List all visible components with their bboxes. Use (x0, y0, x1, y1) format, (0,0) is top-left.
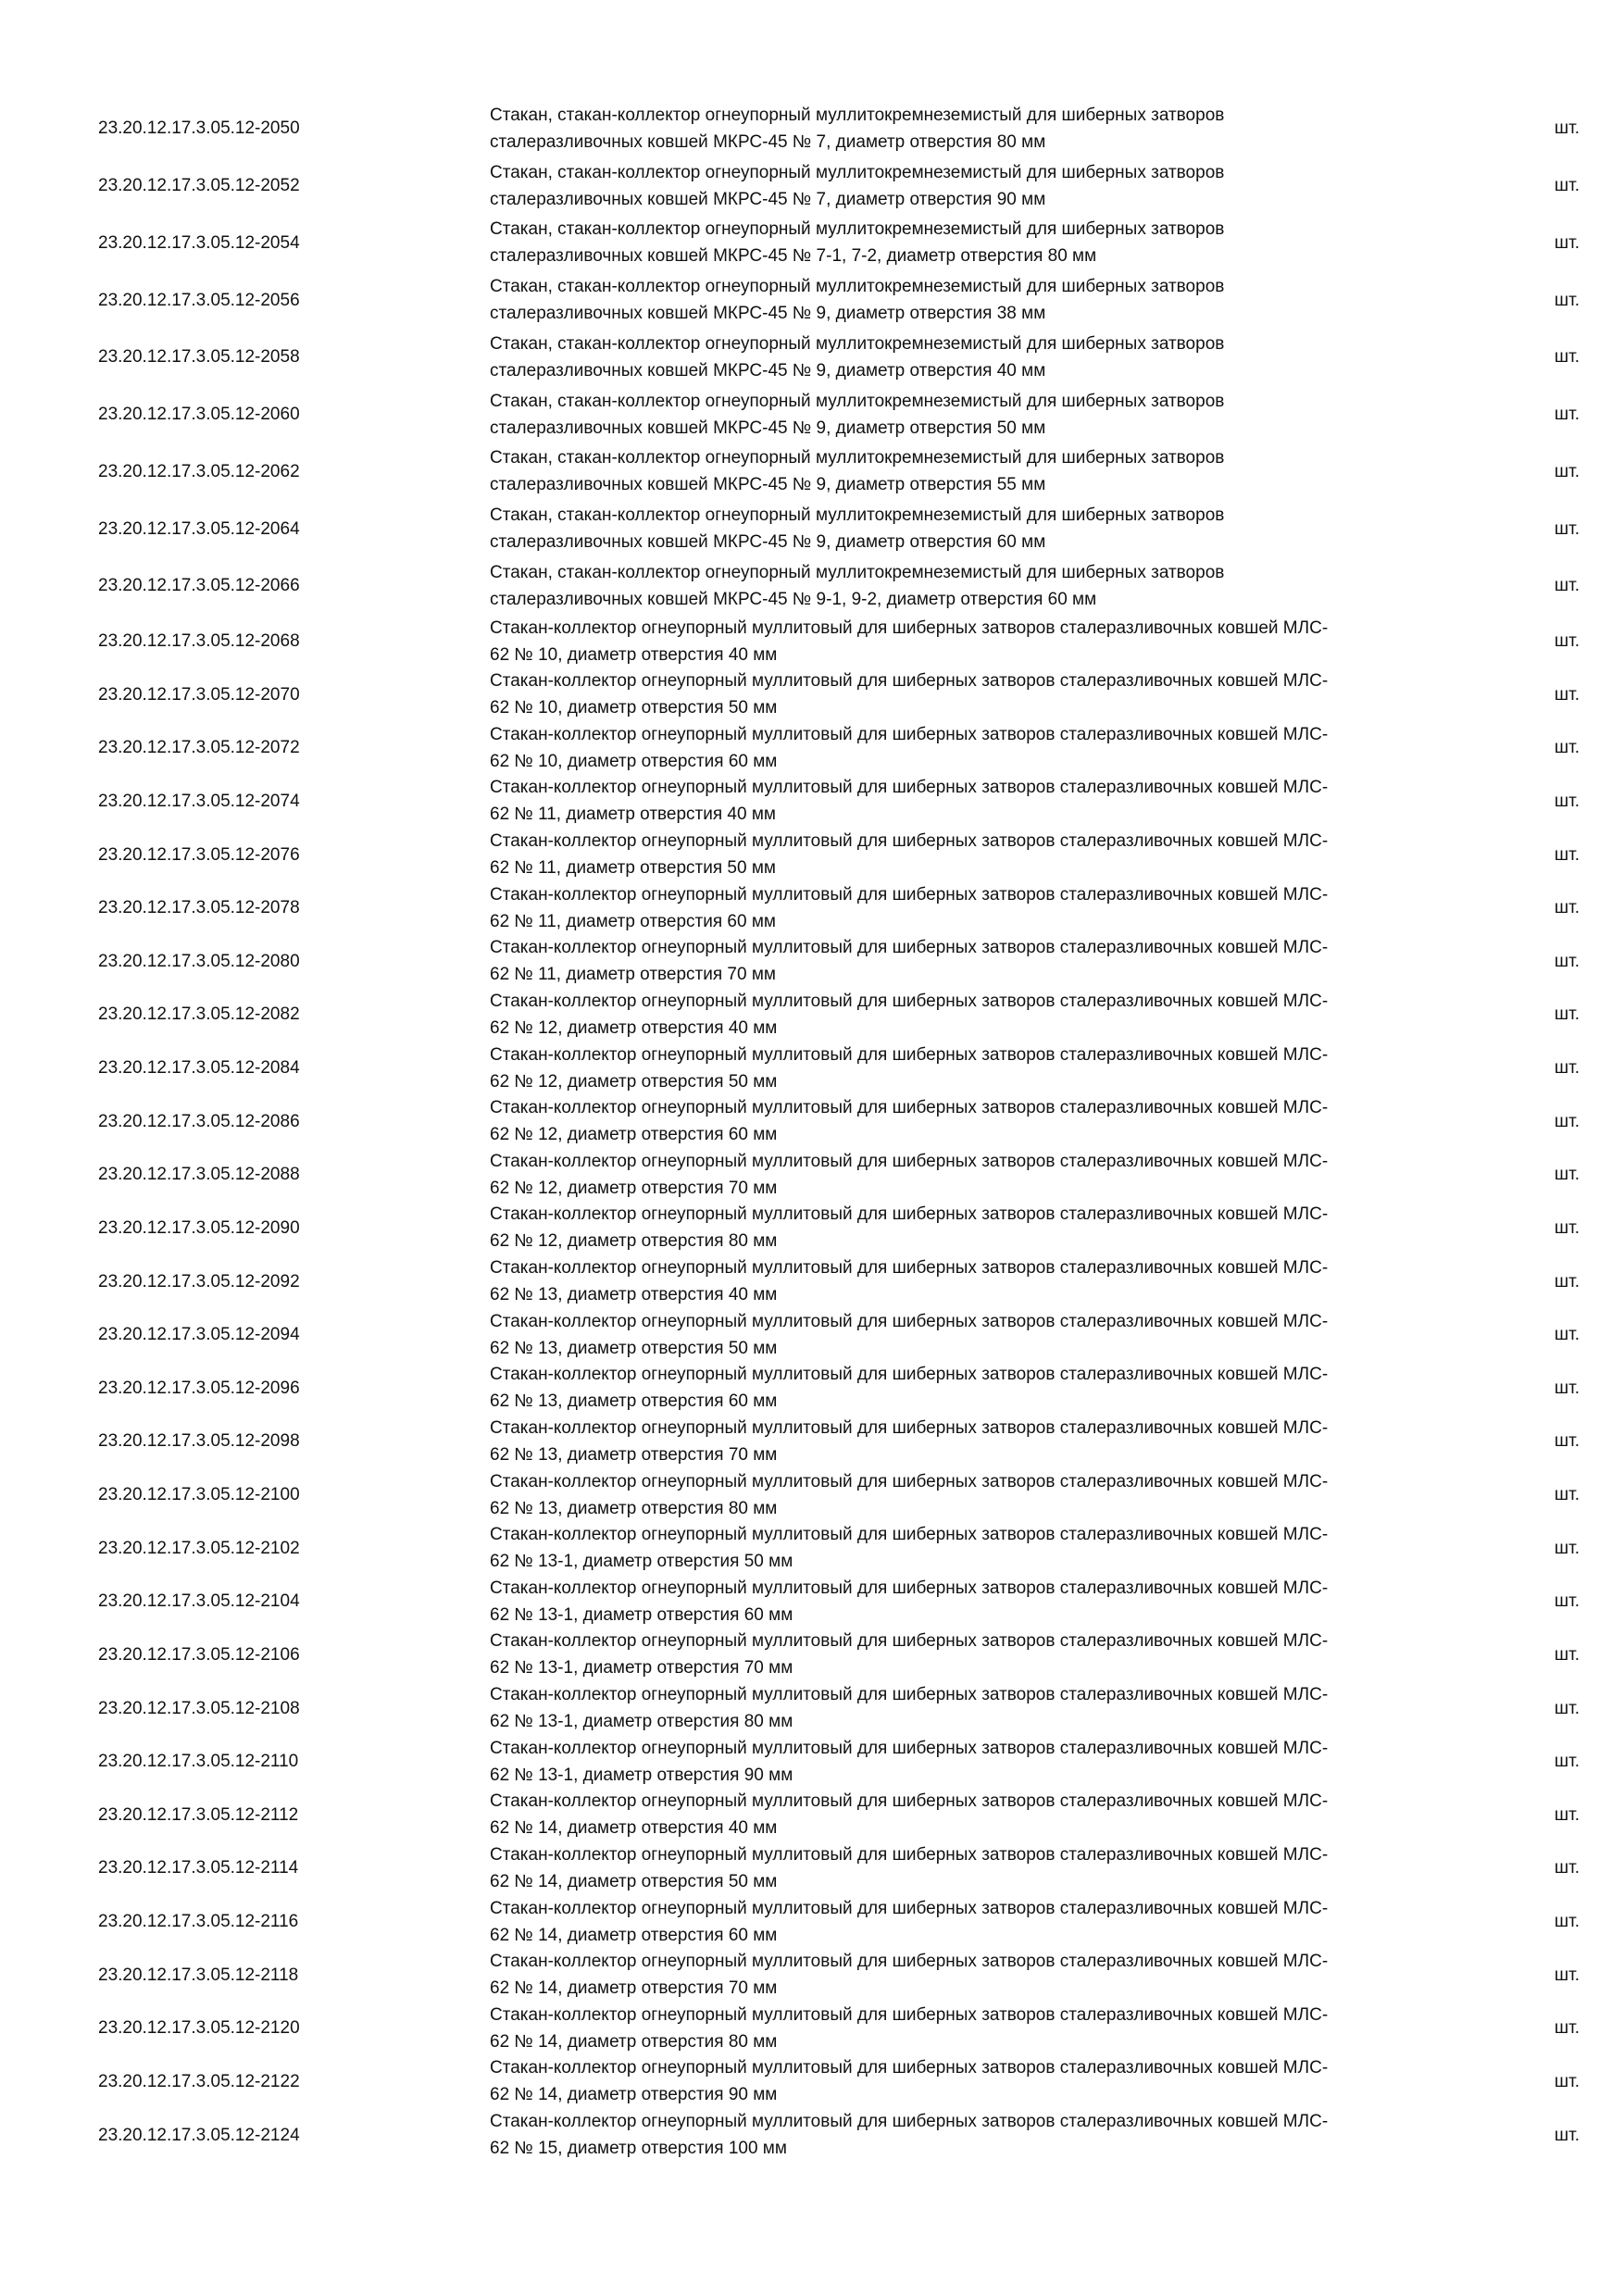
item-description-line-2: 62 № 12, диаметр отверстия 70 мм (490, 1178, 778, 1198)
item-code: 23.20.12.17.3.05.12-2086 (98, 1111, 300, 1131)
item-description-line-1: Стакан-коллектор огнеупорный муллитовый для шиберных затворов сталеразливочных ковшей МЛС- (490, 1204, 1329, 1225)
item-description (490, 1948, 1480, 2002)
item-unit: шт. (1554, 898, 1580, 918)
item-description-line-2: сталеразливочных ковшей МКРС-45 № 9, диаметр отверстия 50 мм (490, 418, 1046, 438)
table-row (98, 1841, 1580, 1895)
item-description-line-1: Стакан, стакан-коллектор огнеупорный муллитокремнеземистый для шиберных затворов (490, 162, 1225, 182)
item-code: 23.20.12.17.3.05.12-2084 (98, 1058, 300, 1079)
item-unit: шт. (1554, 119, 1580, 139)
item-description-line-2: 62 № 14, диаметр отверстия 90 мм (490, 2085, 778, 2105)
item-description-line-2: сталеразливочных ковшей МКРС-45 № 7-1, 7-2, диаметр отверстия 80 мм (490, 246, 1097, 267)
item-code: 23.20.12.17.3.05.12-2070 (98, 684, 300, 705)
item-description-line-1: Стакан, стакан-коллектор огнеупорный муллитокремнеземистый для шиберных затворов (490, 505, 1225, 526)
item-description-line-2: 62 № 14, диаметр отверстия 80 мм (490, 2031, 778, 2052)
item-description-line-1: Стакан-коллектор огнеупорный муллитовый для шиберных затворов сталеразливочных ковшей МЛС- (490, 1417, 1329, 1438)
item-code: 23.20.12.17.3.05.12-2060 (98, 405, 300, 425)
item-description-line-2: 62 № 15, диаметр отверстия 100 мм (490, 2139, 787, 2159)
table-row (98, 1415, 1580, 1468)
item-description-line-2: 62 № 11, диаметр отверстия 50 мм (490, 858, 776, 879)
item-description-line-2: 62 № 12, диаметр отверстия 80 мм (490, 1231, 778, 1252)
item-description-line-2: 62 № 14, диаметр отверстия 40 мм (490, 1818, 778, 1839)
item-code: 23.20.12.17.3.05.12-2092 (98, 1271, 300, 1292)
item-description (490, 1841, 1480, 1895)
item-description (490, 1361, 1480, 1415)
item-description-line-2: сталеразливочных ковшей МКРС-45 № 7, диаметр отверстия 80 мм (490, 131, 1046, 152)
item-description-line-2: сталеразливочных ковшей МКРС-45 № 9, диаметр отверстия 55 мм (490, 475, 1046, 495)
item-description-line-1: Стакан-коллектор огнеупорный муллитовый для шиберных затворов сталеразливочных ковшей МЛС- (490, 938, 1329, 958)
item-unit: шт. (1554, 176, 1580, 196)
item-code: 23.20.12.17.3.05.12-2112 (98, 1804, 299, 1825)
item-description-line-2: 62 № 13, диаметр отверстия 40 мм (490, 1285, 778, 1305)
item-description-line-1: Стакан, стакан-коллектор огнеупорный муллитокремнеземистый для шиберных затворов (490, 219, 1225, 240)
item-code: 23.20.12.17.3.05.12-2088 (98, 1165, 300, 1185)
item-unit: шт. (1554, 1111, 1580, 1131)
table-row (98, 386, 1580, 443)
item-description (490, 1895, 1480, 1949)
item-description-line-1: Стакан, стакан-коллектор огнеупорный муллитокремнеземистый для шиберных затворов (490, 448, 1225, 468)
item-description-line-1: Стакан-коллектор огнеупорный муллитовый для шиберных затворов сталеразливочных ковшей МЛС- (490, 2004, 1329, 2025)
item-description-line-2: 62 № 13, диаметр отверстия 70 мм (490, 1444, 778, 1465)
table-row (98, 557, 1580, 615)
item-description-line-1: Стакан-коллектор огнеупорный муллитовый для шиберных затворов сталеразливочных ковшей МЛС- (490, 618, 1329, 638)
item-code: 23.20.12.17.3.05.12-2104 (98, 1591, 300, 1612)
item-code: 23.20.12.17.3.05.12-2050 (98, 119, 300, 139)
table-row (98, 1789, 1580, 1842)
item-code: 23.20.12.17.3.05.12-2068 (98, 631, 300, 652)
table-row (98, 721, 1580, 775)
item-unit: шт. (1554, 1431, 1580, 1452)
item-description-line-1: Стакан-коллектор огнеупорный муллитовый для шиберных затворов сталеразливочных ковшей МЛС- (490, 671, 1329, 692)
table-row (98, 1575, 1580, 1628)
item-description (490, 2002, 1480, 2055)
item-description-line-2: 62 № 14, диаметр отверстия 60 мм (490, 1925, 778, 1945)
item-description (490, 668, 1480, 721)
item-description (490, 388, 1480, 442)
table-row (98, 215, 1580, 272)
item-unit: шт. (1554, 2071, 1580, 2091)
item-unit: шт. (1554, 1912, 1580, 1932)
item-description-line-1: Стакан-коллектор огнеупорный муллитовый для шиберных затворов сталеразливочных ковшей МЛС- (490, 1952, 1329, 1972)
item-description-line-1: Стакан, стакан-коллектор огнеупорный муллитокремнеземистый для шиберных затворов (490, 277, 1225, 297)
item-unit: шт. (1554, 1165, 1580, 1185)
table-row (98, 988, 1580, 1042)
table-row (98, 668, 1580, 721)
item-description-line-1: Стакан-коллектор огнеупорный муллитовый для шиберных затворов сталеразливочных ковшей МЛС- (490, 1844, 1329, 1865)
table-row (98, 1094, 1580, 1148)
item-description (490, 502, 1480, 555)
item-description-line-1: Стакан, стакан-коллектор огнеупорный муллитокремнеземистый для шиберных затворов (490, 391, 1225, 411)
item-description-line-1: Стакан-коллектор огнеупорный муллитовый для шиберных затворов сталеразливочных ковшей МЛС- (490, 1898, 1329, 1918)
table-row (98, 775, 1580, 829)
item-unit: шт. (1554, 290, 1580, 310)
item-code: 23.20.12.17.3.05.12-2058 (98, 347, 300, 368)
item-code: 23.20.12.17.3.05.12-2114 (98, 1858, 299, 1878)
item-description (490, 444, 1480, 498)
item-code: 23.20.12.17.3.05.12-2056 (98, 290, 300, 310)
item-description (490, 2108, 1480, 2162)
item-description-line-2: 62 № 13-1, диаметр отверстия 70 мм (490, 1658, 793, 1678)
price-list-table (98, 100, 1580, 2162)
item-description-line-1: Стакан-коллектор огнеупорный муллитовый для шиберных затворов сталеразливочных ковшей МЛС- (490, 831, 1329, 852)
item-code: 23.20.12.17.3.05.12-2108 (98, 1698, 300, 1718)
item-code: 23.20.12.17.3.05.12-2098 (98, 1431, 300, 1452)
item-description (490, 216, 1480, 269)
table-row (98, 443, 1580, 501)
table-row (98, 1628, 1580, 1682)
table-row (98, 1521, 1580, 1575)
item-description (490, 721, 1480, 775)
item-unit: шт. (1554, 461, 1580, 481)
item-description (490, 1042, 1480, 1095)
item-description-line-1: Стакан, стакан-коллектор огнеупорный муллитокремнеземистый для шиберных затворов (490, 105, 1225, 125)
item-unit: шт. (1554, 347, 1580, 368)
item-code: 23.20.12.17.3.05.12-2094 (98, 1325, 300, 1345)
item-code: 23.20.12.17.3.05.12-2054 (98, 232, 300, 253)
item-description-line-2: 62 № 13, диаметр отверстия 60 мм (490, 1391, 778, 1412)
item-unit: шт. (1554, 1858, 1580, 1878)
item-description-line-1: Стакан-коллектор огнеупорный муллитовый для шиберных затворов сталеразливочных ковшей МЛС- (490, 1258, 1329, 1279)
item-description (490, 1148, 1480, 1202)
item-description (490, 1735, 1480, 1789)
item-description-line-2: 62 № 13, диаметр отверстия 80 мм (490, 1498, 778, 1518)
table-row (98, 2002, 1580, 2055)
table-row (98, 1468, 1580, 1522)
item-description (490, 615, 1480, 668)
item-description (490, 774, 1480, 828)
item-description-line-2: 62 № 13-1, диаметр отверстия 60 мм (490, 1604, 793, 1625)
item-description-line-2: 62 № 13-1, диаметр отверстия 90 мм (490, 1765, 793, 1785)
item-unit: шт. (1554, 518, 1580, 539)
table-row (98, 1362, 1580, 1416)
item-unit: шт. (1554, 1378, 1580, 1398)
item-description-line-2: 62 № 13-1, диаметр отверстия 50 мм (490, 1552, 793, 1572)
item-description-line-2: 62 № 11, диаметр отверстия 70 мм (490, 965, 776, 985)
item-description-line-2: 62 № 12, диаметр отверстия 50 мм (490, 1071, 778, 1092)
item-description-line-2: сталеразливочных ковшей МКРС-45 № 7, диаметр отверстия 90 мм (490, 189, 1046, 209)
item-code: 23.20.12.17.3.05.12-2074 (98, 791, 300, 811)
item-unit: шт. (1554, 844, 1580, 865)
item-description-line-1: Стакан-коллектор огнеупорный муллитовый для шиберных затворов сталеразливочных ковшей МЛС- (490, 724, 1329, 744)
item-unit: шт. (1554, 1325, 1580, 1345)
item-code: 23.20.12.17.3.05.12-2090 (98, 1217, 300, 1238)
item-unit: шт. (1554, 2018, 1580, 2039)
item-description-line-2: 62 № 12, диаметр отверстия 60 мм (490, 1125, 778, 1145)
table-row (98, 881, 1580, 935)
item-unit: шт. (1554, 1004, 1580, 1025)
item-unit: шт. (1554, 1591, 1580, 1612)
item-code: 23.20.12.17.3.05.12-2102 (98, 1538, 300, 1558)
table-row (98, 2055, 1580, 2109)
item-code: 23.20.12.17.3.05.12-2076 (98, 844, 300, 865)
item-unit: шт. (1554, 1485, 1580, 1505)
item-description-line-2: 62 № 14, диаметр отверстия 70 мм (490, 1978, 778, 1999)
item-description-line-2: сталеразливочных ковшей МКРС-45 № 9, диаметр отверстия 60 мм (490, 532, 1046, 553)
item-unit: шт. (1554, 1965, 1580, 1985)
table-row (98, 329, 1580, 386)
item-description-line-2: 62 № 11, диаметр отверстия 60 мм (490, 911, 776, 931)
item-description (490, 159, 1480, 213)
item-description (490, 881, 1480, 935)
item-code: 23.20.12.17.3.05.12-2120 (98, 2018, 300, 2039)
item-unit: шт. (1554, 1752, 1580, 1772)
item-description (490, 1521, 1480, 1575)
item-code: 23.20.12.17.3.05.12-2052 (98, 176, 300, 196)
item-code: 23.20.12.17.3.05.12-2116 (98, 1912, 299, 1932)
table-row (98, 1202, 1580, 1255)
item-description (490, 934, 1480, 988)
table-row (98, 1948, 1580, 2002)
item-description-line-2: 62 № 13, диаметр отверстия 50 мм (490, 1338, 778, 1358)
item-description-line-2: 62 № 10, диаметр отверстия 60 мм (490, 751, 778, 771)
item-unit: шт. (1554, 232, 1580, 253)
item-description-line-1: Стакан-коллектор огнеупорный муллитовый для шиберных затворов сталеразливочных ковшей МЛС- (490, 1311, 1329, 1331)
table-row (98, 271, 1580, 329)
item-description-line-1: Стакан-коллектор огнеупорный муллитовый для шиберных затворов сталеразливочных ковшей МЛС- (490, 2112, 1329, 2132)
item-description-line-2: 62 № 10, диаметр отверстия 40 мм (490, 644, 778, 665)
item-code: 23.20.12.17.3.05.12-2124 (98, 2125, 300, 2145)
table-row (98, 1042, 1580, 1095)
item-description-line-1: Стакан-коллектор огнеупорный муллитовый для шиберных затворов сталеразливочных ковшей МЛС- (490, 1525, 1329, 1545)
item-description-line-2: 62 № 10, диаметр отверстия 50 мм (490, 698, 778, 718)
item-unit: шт. (1554, 2125, 1580, 2145)
item-code: 23.20.12.17.3.05.12-2096 (98, 1378, 300, 1398)
item-description (490, 331, 1480, 384)
item-description-line-2: сталеразливочных ковшей МКРС-45 № 9, диаметр отверстия 38 мм (490, 304, 1046, 324)
item-description (490, 988, 1480, 1042)
item-unit: шт. (1554, 1644, 1580, 1665)
item-description-line-2: 62 № 11, диаметр отверстия 40 мм (490, 805, 776, 825)
item-code: 23.20.12.17.3.05.12-2062 (98, 461, 300, 481)
item-description-line-1: Стакан-коллектор огнеупорный муллитовый для шиберных затворов сталеразливочных ковшей МЛС- (490, 884, 1329, 905)
item-unit: шт. (1554, 738, 1580, 758)
item-description-line-1: Стакан-коллектор огнеупорный муллитовый для шиберных затворов сталеразливочных ковшей МЛС- (490, 1151, 1329, 1171)
item-description (490, 1308, 1480, 1362)
item-code: 23.20.12.17.3.05.12-2066 (98, 576, 300, 596)
item-description-line-2: 62 № 12, диаметр отверстия 40 мм (490, 1017, 778, 1038)
item-description (490, 1681, 1480, 1735)
item-description (490, 1415, 1480, 1468)
item-description (490, 1788, 1480, 1841)
item-code: 23.20.12.17.3.05.12-2110 (98, 1752, 299, 1772)
item-unit: шт. (1554, 1538, 1580, 1558)
item-unit: шт. (1554, 576, 1580, 596)
table-row (98, 1254, 1580, 1308)
item-description (490, 1254, 1480, 1308)
table-row (98, 1895, 1580, 1949)
item-description-line-1: Стакан-коллектор огнеупорный муллитовый для шиберных затворов сталеразливочных ковшей МЛС- (490, 1044, 1329, 1065)
item-description-line-1: Стакан-коллектор огнеупорный муллитовый для шиберных затворов сталеразливочных ковшей МЛС- (490, 1578, 1329, 1598)
item-code: 23.20.12.17.3.05.12-2082 (98, 1004, 300, 1025)
item-code: 23.20.12.17.3.05.12-2100 (98, 1485, 300, 1505)
item-description-line-1: Стакан, стакан-коллектор огнеупорный муллитокремнеземистый для шиберных затворов (490, 333, 1225, 354)
item-description (490, 1201, 1480, 1254)
item-unit: шт. (1554, 951, 1580, 971)
table-row (98, 100, 1580, 157)
item-description (490, 1094, 1480, 1148)
table-row (98, 1148, 1580, 1202)
item-description (490, 1575, 1480, 1628)
item-description-line-2: сталеразливочных ковшей МКРС-45 № 9, диаметр отверстия 40 мм (490, 360, 1046, 381)
item-description (490, 559, 1480, 613)
item-unit: шт. (1554, 1058, 1580, 1079)
item-unit: шт. (1554, 791, 1580, 811)
item-code: 23.20.12.17.3.05.12-2064 (98, 518, 300, 539)
item-description-line-2: 62 № 14, диаметр отверстия 50 мм (490, 1871, 778, 1891)
item-description (490, 1468, 1480, 1522)
item-description-line-1: Стакан-коллектор огнеупорный муллитовый для шиберных затворов сталеразливочных ковшей МЛС- (490, 1631, 1329, 1652)
table-row (98, 500, 1580, 557)
item-code: 23.20.12.17.3.05.12-2080 (98, 951, 300, 971)
table-row (98, 935, 1580, 989)
table-row (98, 157, 1580, 215)
item-description-line-1: Стакан-коллектор огнеупорный муллитовый для шиберных затворов сталеразливочных ковшей МЛС- (490, 991, 1329, 1011)
item-description (490, 273, 1480, 327)
item-unit: шт. (1554, 1271, 1580, 1292)
item-code: 23.20.12.17.3.05.12-2106 (98, 1644, 300, 1665)
item-description-line-1: Стакан-коллектор огнеупорный муллитовый для шиберных затворов сталеразливочных ковшей МЛС- (490, 778, 1329, 798)
item-description-line-1: Стакан-коллектор огнеупорный муллитовый для шиберных затворов сталеразливочных ковшей МЛС- (490, 1365, 1329, 1385)
item-unit: шт. (1554, 684, 1580, 705)
item-description-line-1: Стакан-коллектор огнеупорный муллитовый для шиберных затворов сталеразливочных ковшей МЛС- (490, 2058, 1329, 2078)
item-unit: шт. (1554, 1217, 1580, 1238)
item-description-line-1: Стакан-коллектор огнеупорный муллитовый для шиберных затворов сталеразливочных ковшей МЛС- (490, 1738, 1329, 1758)
item-description-line-2: 62 № 13-1, диаметр отверстия 80 мм (490, 1712, 793, 1732)
item-description (490, 102, 1480, 156)
item-description-line-1: Стакан-коллектор огнеупорный муллитовый для шиберных затворов сталеразливочных ковшей МЛС- (490, 1471, 1329, 1491)
table-row (98, 1735, 1580, 1789)
item-description-line-1: Стакан-коллектор огнеупорный муллитовый для шиберных затворов сталеразливочных ковшей МЛС- (490, 1685, 1329, 1705)
table-row (98, 615, 1580, 668)
item-description-line-2: сталеразливочных ковшей МКРС-45 № 9-1, 9-2, диаметр отверстия 60 мм (490, 589, 1097, 609)
item-description (490, 828, 1480, 881)
item-description-line-1: Стакан-коллектор огнеупорный муллитовый для шиберных затворов сталеразливочных ковшей МЛС- (490, 1098, 1329, 1118)
item-code: 23.20.12.17.3.05.12-2122 (98, 2071, 300, 2091)
item-description (490, 2054, 1480, 2108)
item-code: 23.20.12.17.3.05.12-2072 (98, 738, 300, 758)
item-code: 23.20.12.17.3.05.12-2118 (98, 1965, 299, 1985)
item-description (490, 1628, 1480, 1681)
table-row (98, 828, 1580, 881)
table-row (98, 2108, 1580, 2162)
table-row (98, 1308, 1580, 1362)
table-row (98, 1681, 1580, 1735)
item-unit: шт. (1554, 631, 1580, 652)
item-description-line-1: Стакан, стакан-коллектор огнеупорный муллитокремнеземистый для шиберных затворов (490, 562, 1225, 582)
item-unit: шт. (1554, 405, 1580, 425)
item-unit: шт. (1554, 1698, 1580, 1718)
item-unit: шт. (1554, 1804, 1580, 1825)
item-code: 23.20.12.17.3.05.12-2078 (98, 898, 300, 918)
item-description-line-1: Стакан-коллектор огнеупорный муллитовый для шиберных затворов сталеразливочных ковшей МЛС- (490, 1791, 1329, 1812)
